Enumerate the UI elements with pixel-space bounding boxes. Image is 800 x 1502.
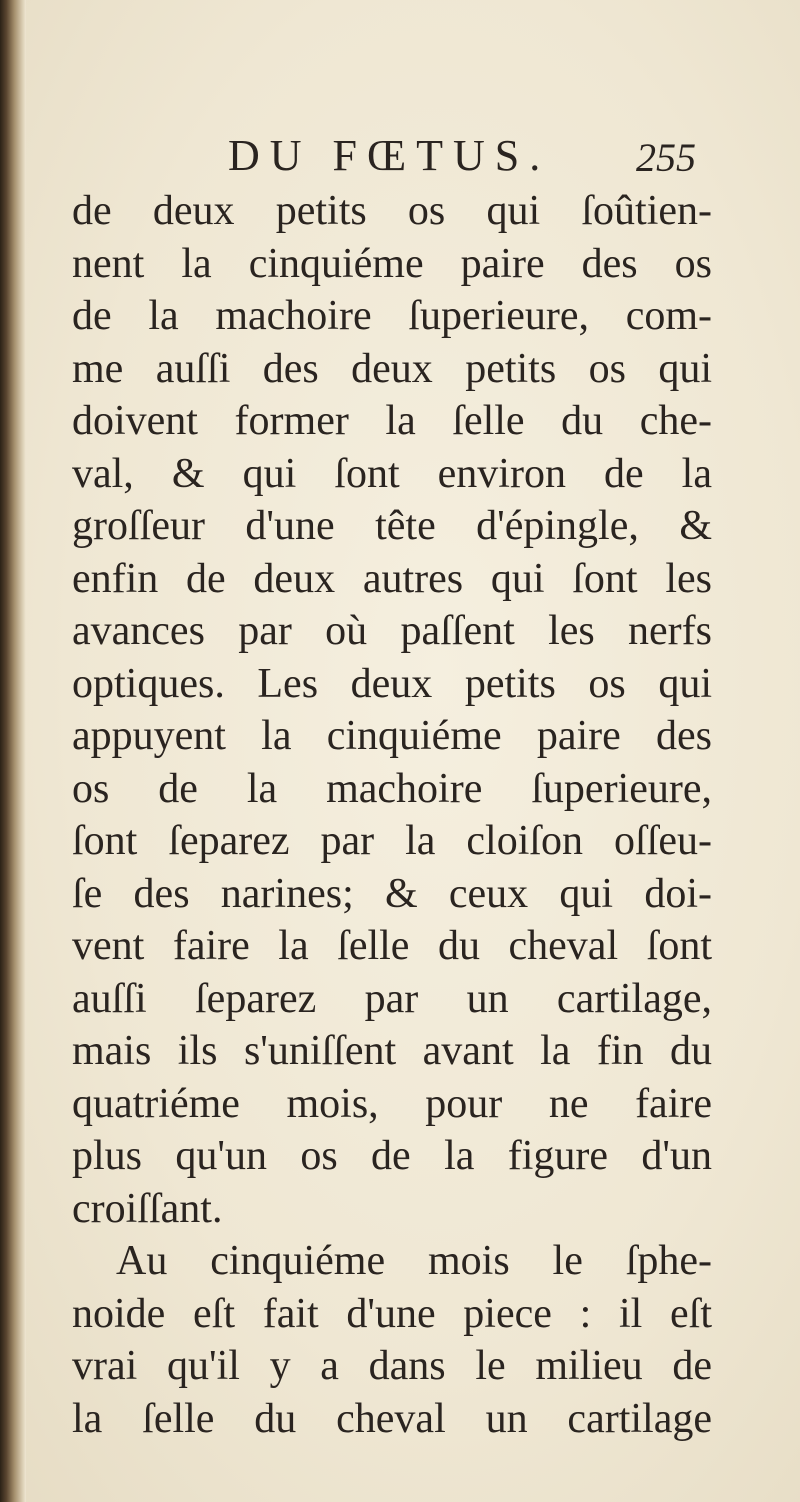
page-number: 255 — [636, 135, 696, 180]
text-line: auſſi ſeparez par un cartilage, — [72, 975, 712, 1022]
text-line: nent la cinquiéme paire des os — [72, 240, 712, 287]
text-line: val, & qui ſont environ de la — [72, 450, 712, 497]
text-line: optiques. Les deux petits os qui — [72, 660, 712, 707]
page-header — [0, 130, 800, 190]
paragraph-end-line: croiſſant. — [72, 1185, 223, 1232]
text-line: vrai qu'il y a dans le milieu de — [72, 1343, 712, 1389]
text-line: groſſeur d'une tête d'épingle, & — [72, 503, 712, 549]
text-line: quatriéme mois, pour ne faire — [72, 1080, 712, 1127]
text-line: mais ils s'uniſſent avant la fin du — [72, 1028, 712, 1074]
text-line: doivent former la ſelle du che- — [72, 398, 712, 444]
text-line: enfin de deux autres qui ſont les — [72, 555, 712, 602]
text-line: noide eſt fait d'une piece : il eſt — [72, 1290, 712, 1337]
text-line: me auſſi des deux petits os qui — [72, 345, 712, 392]
text-line: appuyent la cinquiéme paire des — [72, 713, 712, 759]
text-line: ſe des narines; & ceux qui doi- — [72, 870, 712, 917]
text-line: de deux petits os qui ſoûtien- — [72, 188, 712, 234]
text-line: la ſelle du cheval un cartilage — [72, 1395, 712, 1442]
page-binding-edge — [0, 0, 26, 1502]
text-line: plus qu'un os de la figure d'un — [72, 1133, 712, 1179]
text-line: de la machoire ſuperieure, com- — [72, 293, 712, 339]
text-line: avances par où paſſent les nerfs — [72, 608, 712, 654]
text-line: os de la machoire ſuperieure, — [72, 765, 712, 812]
body-text — [72, 185, 712, 1445]
paragraph-start-line: Au cinquiéme mois le ſphe- — [116, 1238, 712, 1284]
running-head: DU FŒTUS. — [228, 131, 551, 180]
text-line: vent faire la ſelle du cheval ſont — [72, 923, 712, 969]
text-line: ſont ſeparez par la cloiſon oſſeu- — [72, 818, 712, 864]
